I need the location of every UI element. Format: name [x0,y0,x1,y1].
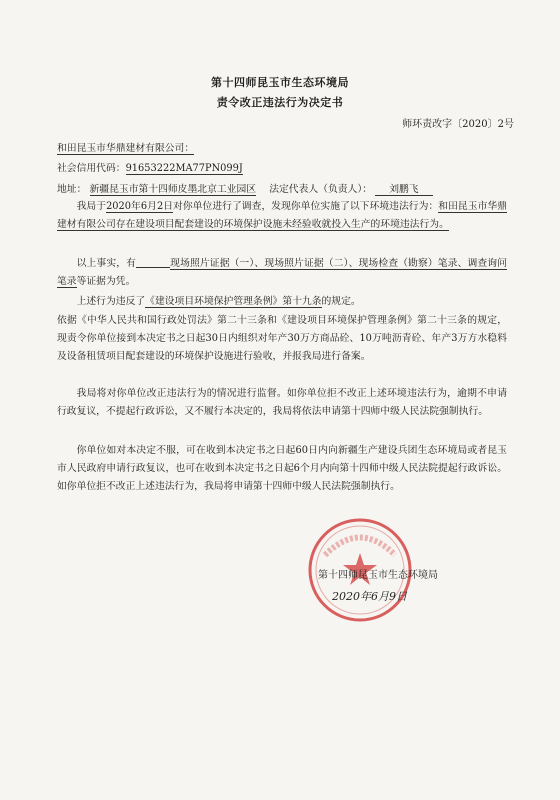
paragraph-order: 依据《中华人民共和国行政处罚法》第二十三条和《建设项目环境保护管理条例》第二十三条的规定，现责令你单位接到本决定书之日起30日内组织对年产30万方商品砼、10万吨沥青砼、年产3万方水稳料及设备租赁项目配套建设的环境保护设施进行验收，并报我局进行备案。 [57,315,507,362]
paragraph-supervision: 我局将对你单位改正违法行为的情况进行监督。如你单位拒不改正上述环境违法行为，逾期不申请行政复议，不提起行政诉讼，又不履行本决定的，我局将依法申请第十四师中级人民法院强制执行。 [57,388,507,417]
paragraph-violation [57,293,507,311]
address-line [57,181,433,195]
credit-code-line [57,160,243,174]
investigation-date: 2020年6月2日 [106,201,174,212]
violation-description: 和田昆玉市华鼎建材有限公司存在建设项目配套建设的环境保护设施未经验收就投入生产的环境违法行为。 [57,201,508,230]
paragraph-investigation [57,198,507,234]
credit-code-label: 社会信用代码： [57,163,126,174]
address-label: 地址： [57,184,87,195]
p2-text-a: 以上事实，有 [76,258,137,269]
document-number: 师环责改字〔2020〕2号 [402,119,514,130]
document-title: 责令改正违法行为决定书 [216,96,344,109]
evidence-list: 现场照片证据（一）、现场照片证据（二）、现场检查（勘察）笔录、调查询问笔录 [57,258,508,287]
addressee-name: 和田昆玉市华鼎建材有限公司： [57,143,195,154]
paragraph-evidence [57,255,507,291]
issuer-title: 第十四师昆玉市生态环境局 [211,76,349,89]
p1-text-a: 我局于 [76,201,107,212]
address-value: 新疆昆玉市第十四师皮墨北京工业园区 [89,184,257,195]
violated-regulation: 《建设项目环境保护管理条例》第十九条 [145,296,322,307]
p1-text-b: 对你单位进行了调查，发现你单位实施了以下环境违法行为： [173,201,439,212]
p3-text-b: 的规定。 [321,296,361,307]
legal-rep-value: 刘鹏飞 [375,184,432,196]
addressee [57,140,194,154]
paragraph-appeal: 你单位如对本决定不服，可在收到本决定书之日起60日内向新疆生产建设兵团生态环境局或者昆玉市人民政府申请行政复议，也可在收到本决定书之日起6个月内向第十四师中级人民法院提起行政诉讼。如你单位拒不改正上述违法行为，我局将申请第十四师中级人民法院强制执行。 [57,445,507,492]
issuer-signature: 第十四师昆玉市生态环境局 [318,570,438,581]
credit-code-value: 91653222MA77PN099J [125,163,243,174]
blank-line [136,257,170,268]
legal-rep-label: 法定代表人（负责人）： [269,184,373,195]
issue-date: 2020年6月9日 [332,590,407,603]
p3-text-a: 上述行为违反了 [76,296,146,307]
p2-text-b: 等证据为凭。 [76,276,136,287]
